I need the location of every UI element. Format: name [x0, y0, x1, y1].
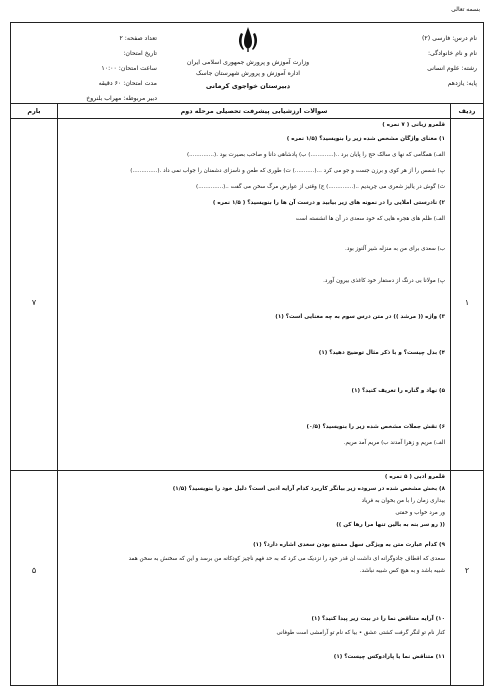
top-note: بسمه تعالی — [451, 6, 480, 13]
question-item: پ) مولانا بی درنگ از دستفار خود کاغذی بیرون آورد. — [323, 278, 445, 284]
question-text: ۳) واژه (( مرشد )) در متن درس سوم به چه معنایی است؟ (۱) — [275, 314, 445, 320]
question-text: ۶) نقش جملات مشخص شده زیر را بنویسید؟ (۰/۵) — [306, 424, 445, 430]
exam-page — [10, 22, 484, 686]
question-text: ۴) بدل چیست؟ و با ذکر مثال توضیح دهید؟ (۱) — [318, 350, 445, 356]
ministry-name: وزارت آموزش و پرورش جمهوری اسلامی ایران — [186, 59, 310, 66]
section-language — [11, 118, 483, 471]
page-count: تعداد صفحه: ۲ — [119, 35, 157, 42]
exam-title: سوالات ارزشیابی پیشرفت تحصیلی مرحله دوم — [180, 107, 328, 115]
poem-line: ور مرد خواب و خفتی — [395, 510, 445, 516]
column-radif: ردیف — [458, 107, 476, 115]
question-text: ۲) نادرستی املایی را در نمونه های زیر بیابید و درست آن ها را بنویسید؟ ( ۱/۵ نمره ) — [212, 200, 445, 206]
question-item: ث) گوش در یالیز شعری می چریدیم ..(..............) ج) وقتی از عوارض مرگ سخن می گفت ..(..............) — [196, 184, 445, 190]
student-name-field: نام و نام خانوادگی: — [427, 50, 477, 57]
passage-line: سعدی که اقطاف جادوگرانه ای داشت ان قدر خود را نزدیک می کرد که به حد فهم ناچیز کودکانه من برسد و این که سخنش به سخن همد — [128, 556, 445, 562]
column-barom: بارم — [27, 107, 41, 115]
field-of-study: رشته: علوم انسانی — [427, 65, 477, 72]
exam-duration: مدت امتحان: ۶۰ دقیقه — [98, 80, 157, 87]
question-text: ۱۰) آرایه متناقض نما را در بیت زیر پیدا کنید؟ (۱) — [311, 616, 445, 622]
iran-emblem-icon — [235, 25, 261, 53]
row-score: ۵ — [31, 566, 37, 575]
course-name: نام درس: فارسی (۲) — [421, 35, 477, 42]
section-heading: قلمرو زبانی ( ۷ نمره ) — [382, 122, 445, 128]
exam-time: ساعت امتحان: ۱۰:۰۰ — [101, 65, 157, 72]
header-right-info — [337, 31, 477, 91]
poem-line: کنار نام تو لنگر گرفت کشتی عشق • بیا که نام تو آرامشی است طوفانی — [276, 630, 445, 636]
question-text: ۸) بخش مشخص شده در سروده زیر بیانگر کاربرد کدام آرایه ادبی است؟ دلیل خود را بنویسید؟ (۱/۵) — [172, 486, 445, 492]
question-item: پ) شمس را از هر کوی و برزن جست و جو می کرد ...(...........) ت) طوری که طعن و ناسزای دشمنان را جواب نمی داد .(..............) — [130, 168, 445, 174]
exam-header — [11, 23, 483, 104]
row-number: ۲ — [464, 566, 470, 575]
section-literary — [11, 470, 483, 687]
question-text: ۵) نهاد و گناره را تعریف کنید؟ (۱) — [351, 388, 445, 394]
question-item: الف) مریم و زهرا آمدند ب) مریم آمد مریم. — [343, 440, 445, 446]
header-left-info — [17, 31, 157, 106]
header-center — [161, 25, 335, 92]
school-name: دبیرستان خواجوی کرمانی — [205, 82, 291, 90]
grade-level: پایه: یازدهم — [447, 80, 477, 87]
education-office: اداره آموزش و پرورش شهرستان جاسک — [195, 70, 301, 77]
passage-line: شبیه باشد و به هیچ کس شبیه نباشد. — [359, 568, 445, 574]
question-item: الف) همگامی که نها ی سالک حج را پایان برد ..(.............) ب) پادشاهی دانا و صاحب بصیرت بود .(..............) — [186, 152, 445, 158]
row-number: ۱ — [464, 298, 470, 307]
question-block — [63, 470, 445, 687]
teacher-name: دبیر مربوطه: مهراب بلنروخ — [86, 95, 157, 102]
table-title-row — [11, 104, 483, 119]
poem-line: بیداری زمان را با من بخوان به فریاد — [361, 498, 445, 504]
question-text: ۱۱) متناقض نما یا پارادوکس چیست؟ (۱) — [333, 654, 445, 660]
question-item: ب) سعدی برای من به منزله شیر آلنوز بود. — [345, 246, 445, 252]
question-item: الف) ظلم های هجره هایی که خود سعدی در آن ها انشسته است — [295, 216, 445, 222]
question-text: ۱) معنای واژگان مشخص شده زیر را بنویسید؟ (۱/۵ نمره ) — [286, 136, 445, 142]
question-block — [63, 118, 445, 470]
question-text: ۹) کدام عبارت متن به ویژگی سهل ممتنع بودن سعدی اشاره دارد؟ (۱) — [253, 542, 445, 548]
row-score: ۷ — [31, 298, 37, 307]
section-heading: قلمرو ادبی ( ۵ نمره ) — [384, 474, 445, 480]
exam-date: تاریخ امتحان: — [123, 50, 157, 57]
poem-line: (( رو سر بنه به بالین تنها مرا رها کن )) — [336, 522, 445, 528]
